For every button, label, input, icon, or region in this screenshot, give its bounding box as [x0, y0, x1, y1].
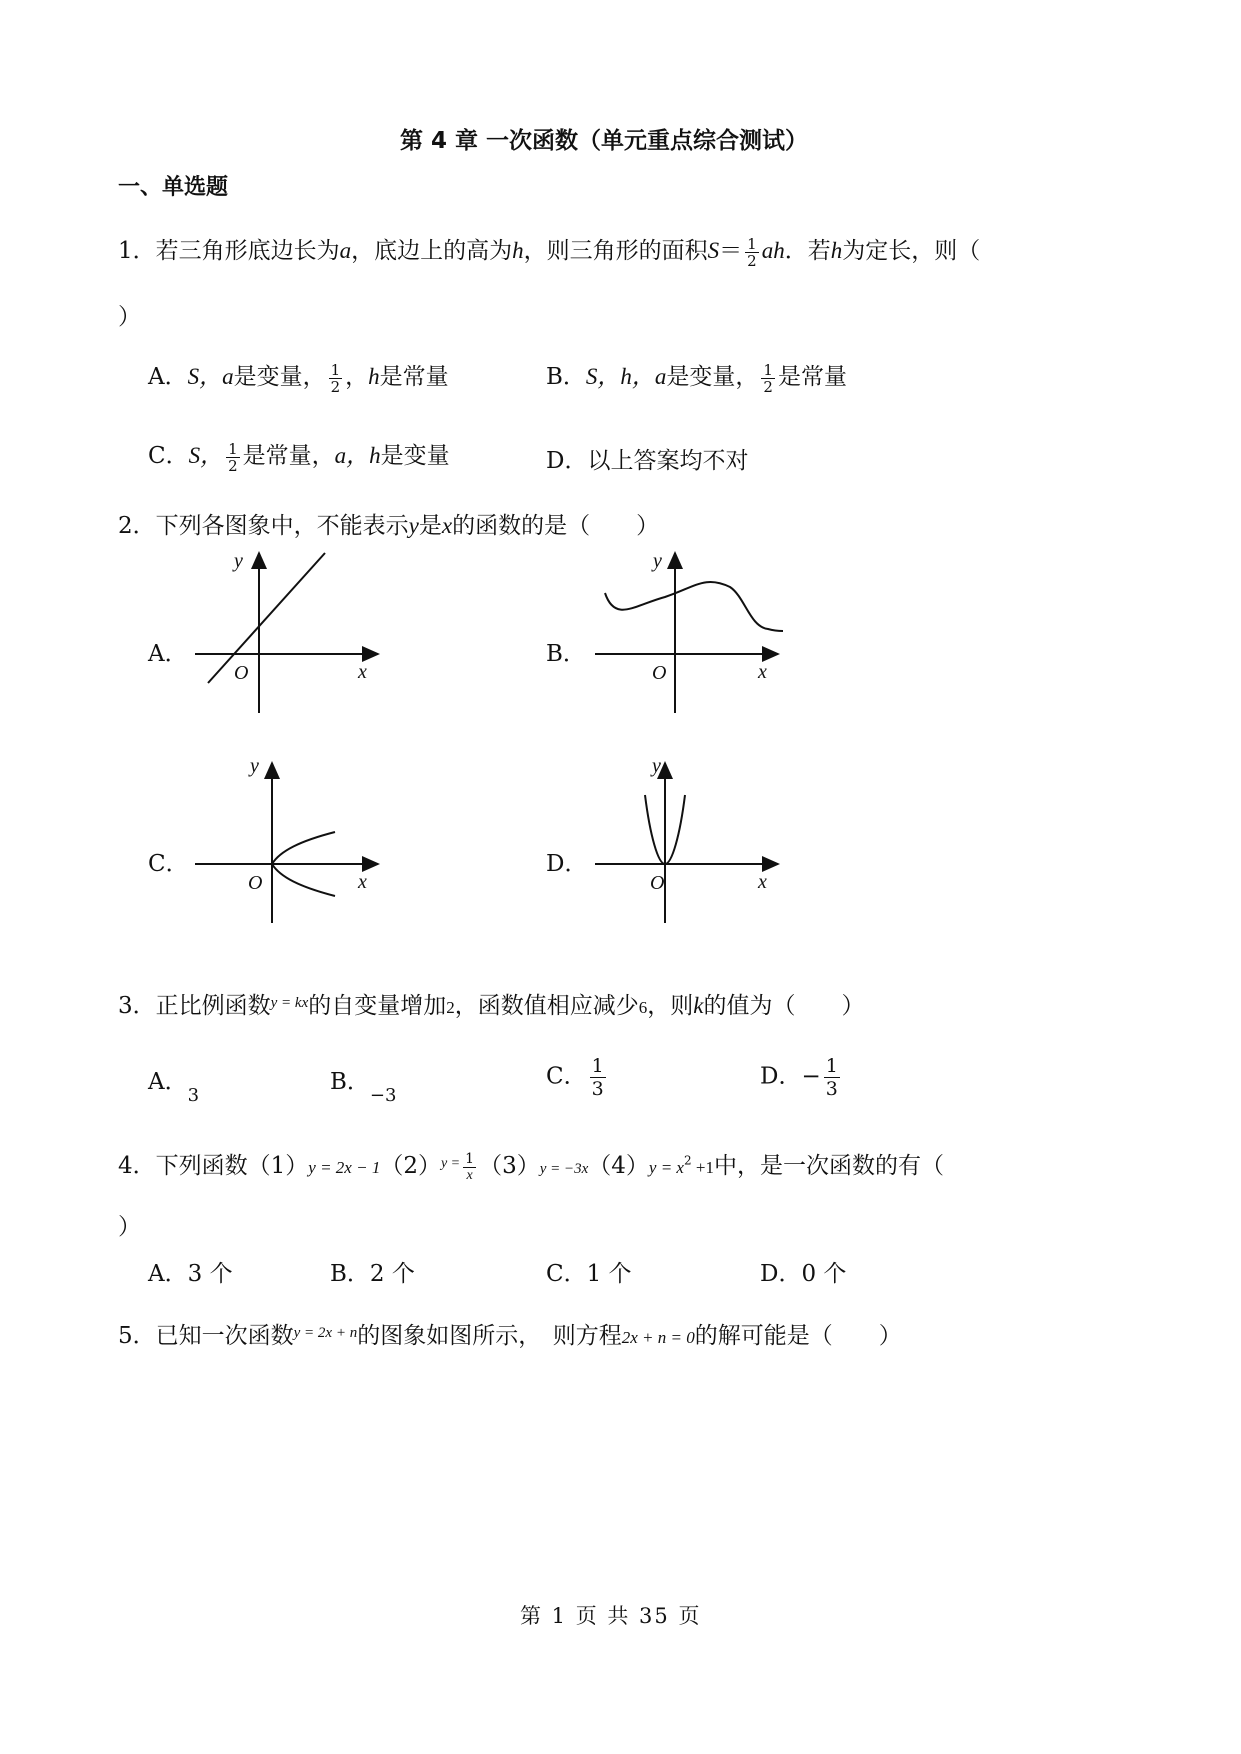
page-title: 第 4 章 一次函数（单元重点综合测试）: [400, 128, 809, 154]
q3-option-b: B．$_{-3}$: [330, 1069, 397, 1106]
graph-d-label: D．: [546, 851, 588, 877]
graph-b-label: B．: [546, 641, 586, 667]
question-2: 2．下列各图象中，不能表示y是x的函数的是（ ）: [118, 513, 660, 539]
q1-option-c: C．S， $\frac{1}{2}$ 是常量，a，h是变量: [148, 439, 450, 475]
page-footer: 第 1 页 共 35 页: [520, 1604, 702, 1628]
graph-a-label: A．: [148, 641, 188, 667]
q1-option-a: A．S，a是变量， $\frac{1}{2}$ ，h是常量: [148, 360, 449, 396]
x-axis-label: x: [358, 871, 367, 893]
fraction-one-half: $\frac{1}{2}$: [747, 234, 757, 270]
x-axis-label: x: [758, 871, 767, 893]
y-axis-label: y: [653, 550, 662, 572]
q3-option-c: C． $\frac{1}{3}$: [546, 1055, 604, 1100]
question-4-close: ）: [118, 1214, 141, 1240]
graph-a: [190, 545, 390, 715]
x-axis-label: x: [758, 661, 767, 683]
y-axis-label: y: [250, 755, 259, 777]
q3-option-a: A．$_3$: [148, 1069, 200, 1106]
q1-option-d: D．以上答案均不对: [546, 448, 749, 474]
origin-label: O: [652, 662, 667, 684]
origin-label: O: [650, 872, 665, 894]
question-4: 4．下列函数$(1)y = 2x - 1(2)^{y =}$ $\frac{1}{x}$ $(3)y = -3x(4)y = x^2 +1$中，是一次函数的有（: [118, 1150, 944, 1183]
question-1-close: ）: [118, 304, 141, 330]
section-heading: 一、单选题: [118, 175, 229, 200]
x-axis-label: x: [358, 661, 367, 683]
q1-option-b: B．S，h，a是变量， $\frac{1}{2}$ 是常量: [546, 360, 847, 396]
y-axis-label: y: [234, 550, 243, 572]
q4-option-d: D．0 个: [760, 1261, 847, 1287]
q4-option-c: C．1 个: [546, 1261, 632, 1287]
question-5: 5．已知一次函数$^{y = 2x + n}$的图象如图所示， 则方程2x + n = 0的解可能是（ ）: [118, 1323, 902, 1349]
graph-b: [590, 545, 790, 715]
graph-d: [590, 755, 790, 925]
question-3: 3．正比例函数$^{y = kx}$的自变量增加2，函数值相应减少6，则k的值为（ ）: [118, 993, 865, 1019]
graph-c: [190, 755, 390, 925]
wavy-curve: [605, 582, 783, 631]
origin-label: O: [234, 662, 249, 684]
question-1: 1．若三角形底边长为a，底边上的高为h，则三角形的面积S＝ $\frac{1}{2}$ ah．若h为定长，则（: [118, 234, 981, 270]
graph-c-label: C．: [148, 851, 189, 877]
q3-option-d: D．− $\frac{1}{3}$: [760, 1055, 838, 1100]
q4-option-b: B．2 个: [330, 1261, 415, 1287]
y-axis-label: y: [652, 755, 661, 777]
origin-label: O: [248, 872, 263, 894]
straight-line-curve: [208, 553, 325, 683]
q4-option-a: A．3 个: [148, 1261, 233, 1287]
